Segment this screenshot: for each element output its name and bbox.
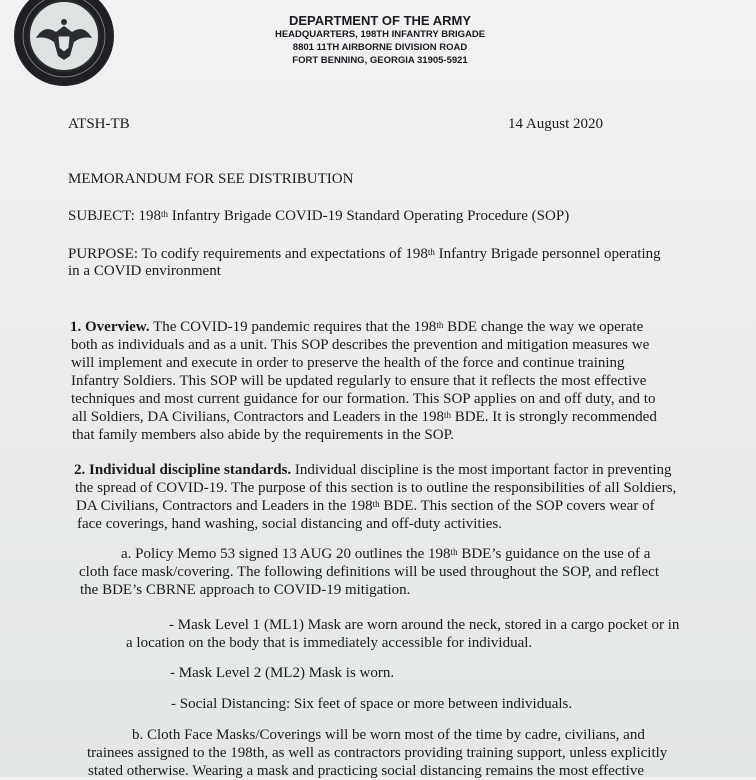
purpose-line-2: in a COVID environment [68,263,221,279]
overview-line-1: 1. Overview. The COVID-19 pandemic requires that the 198th BDE change the way we operate [70,319,644,335]
letterhead-unit: HEADQUARTERS, 198TH INFANTRY BRIGADE [274,29,486,40]
overview-line-7: that family members also abide by the requirements in the SOP. [72,427,455,443]
discipline-line-1: 2. Individual discipline standards. Individual discipline is the most important factor in preventing [74,462,672,478]
definition-ml2: - Mask Level 2 (ML2) Mask is worn. [170,665,395,681]
eagle-icon [14,0,114,86]
para-a-line-3: the BDE’s CBRNE approach to COVID-19 mitigation. [80,582,411,598]
subject-line: SUBJECT: 198th Infantry Brigade COVID-19 Standard Operating Procedure (SOP) [68,208,570,224]
definition-social-distancing: - Social Distancing: Six feet of space or more between individuals. [171,696,573,712]
overview-line-4: Infantry Soldiers. This SOP will be updated regularly to ensure that it reflects the most effective [71,373,647,389]
memo-date: 14 August 2020 [508,116,604,132]
office-symbol: ATSH-TB [68,116,130,132]
discipline-line-4: face coverings, hand washing, social distancing and off-duty activities. [77,516,503,532]
para-b-line-2: trainees assigned to the 198th, as well as contractors providing training support, unless explicitly [87,745,668,761]
letterhead-street: 8801 11TH AIRBORNE DIVISION ROAD [292,42,468,53]
discipline-heading: 2. Individual discipline standards. [74,462,292,478]
definition-ml1-line-1: - Mask Level 1 (ML1) Mask are worn around the neck, stored in a cargo pocket or in [169,617,680,633]
para-b-line-1: b. Cloth Face Masks/Coverings will be worn most of the time by cadre, civilians, and [132,727,645,743]
letterhead-org: DEPARTMENT OF THE ARMY [289,13,471,28]
para-a-line-1: a. Policy Memo 53 signed 13 AUG 20 outlines the 198th BDE’s guidance on the use of a [121,546,651,562]
overview-line-5: techniques and most current guidance for our formation. This SOP applies on and off duty, and to [71,391,656,407]
discipline-line-2: the spread of COVID-19. The purpose of this section is to outline the responsibilities of all Soldiers, [75,480,677,496]
overview-heading: 1. Overview. [70,319,150,335]
para-b-line-3: stated otherwise. Wearing a mask and practicing social distancing remains the most effective [88,763,644,779]
overview-line-2: both as individuals and as a unit. This SOP describes the prevention and mitigation measures we [71,337,650,353]
overview-line-3: will implement and execute in order to preserve the health of the force and continue training [71,355,625,371]
purpose-line-1: PURPOSE: To codify requirements and expectations of 198th Infantry Brigade personnel operating [68,246,661,262]
memo-for-line: MEMORANDUM FOR SEE DISTRIBUTION [68,171,354,187]
para-a-line-2: cloth face mask/covering. The following definitions will be used throughout the SOP, and reflect [79,564,660,580]
letterhead-city: FORT BENNING, GEORGIA 31905-5921 [292,55,468,66]
definition-ml1-line-2: a location on the body that is immediately accessible for individual. [126,635,533,651]
overview-line-6: all Soldiers, DA Civilians, Contractors and Leaders in the 198th BDE. It is strongly recommended [72,409,657,425]
department-seal-icon [14,0,114,86]
discipline-line-3: DA Civilians, Contractors and Leaders in the 198th BDE. This section of the SOP covers wear of [76,498,655,514]
